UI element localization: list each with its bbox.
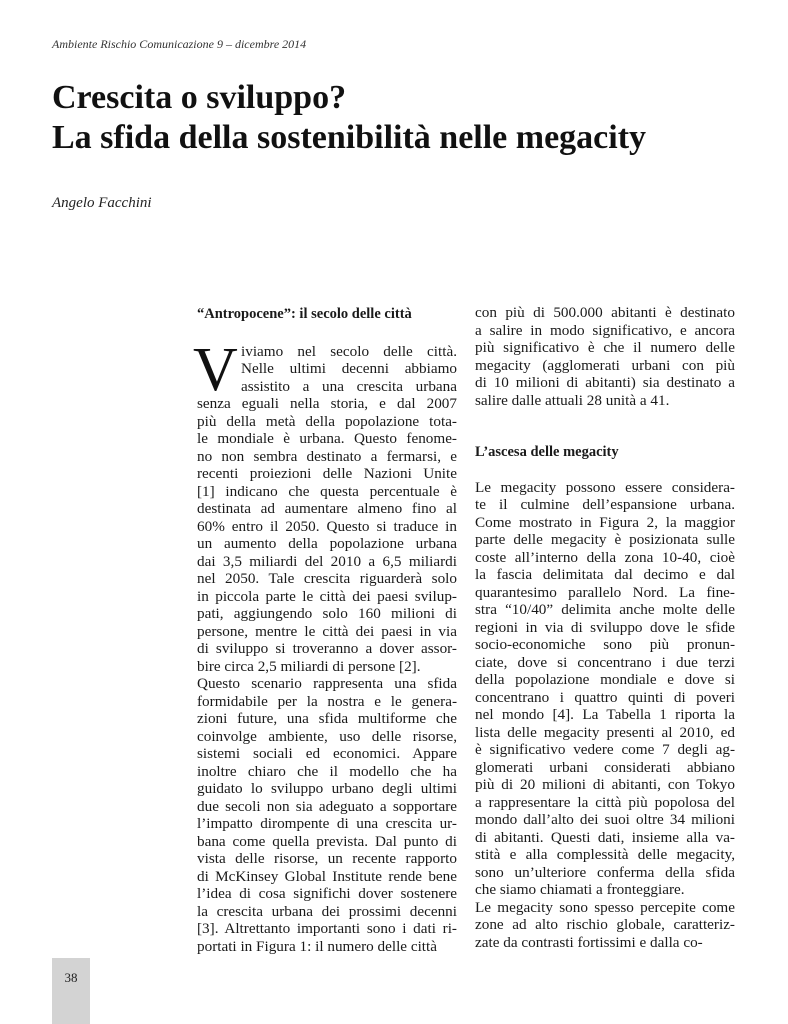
body-line: parte delle megacity è posizionata sulle (475, 531, 735, 548)
body-line: di sviluppo si troveranno a dover assor- (197, 640, 457, 657)
body-line: bana come quella prevista. Dal punto di (197, 832, 457, 850)
body-line: persone, mentre le città dei paesi in via (197, 622, 457, 640)
left-column (193, 306, 457, 955)
body-line: nel mondo [4]. La Tabella 1 riporta la (475, 706, 735, 723)
body-line: bire circa 2,5 miliardi di persone [2]. (197, 657, 421, 675)
author-name: Angelo Facchini (52, 195, 152, 211)
right-body-text-bottom (475, 479, 735, 952)
body-line: più di 20 milioni di abitanti, con Tokyo (475, 776, 735, 793)
body-line: [1] indicano che questa percentuale è (197, 482, 457, 500)
section-heading-antropocene: “Antropocene”: il secolo delle città (197, 306, 412, 322)
body-line: pati, aggiungendo solo 160 milioni di (197, 605, 457, 622)
page-number-box (52, 958, 90, 1024)
body-line: ciate, dove si concentrano i due terzi (475, 653, 735, 671)
body-line: più della metà della popolazione tota- (197, 412, 457, 430)
body-line: l’idea di cosa significhi dover sostenere (197, 885, 457, 902)
body-line: a rappresentare la città più popolosa del (475, 793, 735, 811)
article-title (52, 78, 752, 158)
body-line: concentrano i quattro quinti di poveri (475, 688, 735, 706)
body-line: sono un’ulteriore conferma della sfida (475, 863, 735, 881)
body-line: in piccola parte le città dei paesi svilup- (197, 587, 457, 605)
body-line: vista delle risorse, un recente rapporto (197, 850, 457, 867)
body-line: di McKinsey Global Institute rende bene (197, 867, 457, 885)
body-line: regioni in via di sviluppo dove le sfide (475, 618, 735, 636)
body-line: zate da contrasti fortissimi e dalla co- (475, 933, 703, 951)
title-line-1: Crescita o sviluppo? (52, 79, 347, 116)
body-line: sistemi sociali ed economici. Appare (197, 745, 457, 762)
body-line: coinvolge ambiente, uso delle risorse, (197, 727, 457, 745)
body-line: no non sembra destinato a fermarsi, e (197, 447, 457, 465)
body-line: dai 3,5 miliardi del 2010 a 6,5 miliardi (197, 552, 457, 570)
body-line: iviamo nel secolo delle città. (241, 342, 457, 360)
title-line-2: La sfida della sostenibilità nelle megacity (52, 119, 647, 156)
body-line: mondo dall’alto dei suoi oltre 34 milioni (475, 811, 735, 828)
body-line: megacity (agglomerati urbani con più (475, 356, 735, 374)
body-line: te il culmine dell’espansione urbana. (475, 496, 735, 513)
body-line: stità e alla complessità delle megacity, (475, 846, 735, 863)
body-line: Le megacity sono spesso percepite come (475, 898, 735, 916)
body-line: a salire in modo significativo, e ancora (475, 321, 735, 339)
section-heading-megacity: L’ascesa delle megacity (475, 444, 619, 460)
body-line: socio-economiche sono più pronun- (475, 636, 735, 653)
body-line: coste all’interno della zona 10-40, cioè (475, 548, 735, 566)
body-line: le mondiale è urbana. Questo fenome- (197, 430, 457, 447)
body-line: zioni future, una sfida multiforme che (197, 710, 457, 727)
body-line: due secoli non sia adeguato a sopportare (197, 797, 457, 815)
body-line: è significativo vedere come 7 degli ag- (475, 741, 735, 758)
body-line: portati in Figura 1: il numero delle città (197, 937, 437, 955)
body-line: lista delle megacity presenti al 2010, ed (475, 723, 735, 741)
body-line: di abitanti. Questi dati, insieme alla va- (475, 828, 735, 846)
body-line: recenti proiezioni delle Nazioni Unite (197, 465, 457, 482)
body-line: con più di 500.000 abitanti è destinato (475, 304, 735, 321)
body-line: della popolazione mondiale e dove si (475, 671, 735, 688)
body-line: più significativo è che il numero delle (475, 339, 735, 356)
body-line: senza eguali nella storia, e dal 2007 (197, 395, 457, 412)
left-body-text (197, 395, 457, 955)
body-line: che siamo chiamati a fronteggiare. (475, 881, 685, 898)
body-line: inoltre chiaro che il modello che ha (197, 762, 457, 780)
body-line: un aumento della popolazione urbana (197, 535, 457, 552)
body-line: assistito a una crescita urbana (241, 377, 457, 395)
body-line: nel 2050. Tale crescita riguarderà solo (197, 570, 457, 587)
body-line: l’impatto dirompente di una crescita ur- (197, 815, 457, 832)
body-line: Come mostrato in Figura 2, la maggior (475, 513, 735, 531)
body-line: salire dalle attuali 28 unità a 41. (475, 391, 670, 409)
body-line: la fascia delimitata dal decimo e dal (475, 566, 735, 583)
body-line: la crescita urbana dei prossimi decenni (197, 902, 457, 920)
body-line: Le megacity possono essere considera- (475, 478, 735, 496)
body-line: [3]. Altrettanto importanti sono i dati ri- (197, 920, 457, 937)
body-line: 60% entro il 2050. Questo si traduce in (197, 517, 457, 535)
body-line: guidato lo sviluppo urbano degli ultimi (197, 780, 457, 797)
body-line: Nelle ultimi decenni abbiamo (241, 360, 457, 377)
body-line: glomerati urbani considerati abbiano (475, 758, 735, 776)
body-line: zone ad alto rischio globale, caratteriz- (475, 916, 735, 933)
body-line: di 10 milioni di abitanti) sia destinato a (475, 374, 735, 391)
body-line: destinata ad aumentare almeno fino al (197, 500, 457, 517)
body-line: formidabile per la nostra e le genera- (197, 692, 457, 710)
right-body-text-top (475, 304, 735, 409)
page-number: 38 (64, 970, 78, 985)
drop-cap: V (193, 335, 238, 404)
body-line: Questo scenario rappresenta una sfida (197, 675, 457, 692)
body-line: stra “10/40” delimita anche molte delle (475, 601, 735, 618)
running-head: Ambiente Rischio Comunicazione 9 – dicembre 2014 (52, 37, 307, 51)
right-column (475, 304, 735, 951)
body-line: quarantesimo parallelo Nord. La fine- (475, 583, 735, 601)
